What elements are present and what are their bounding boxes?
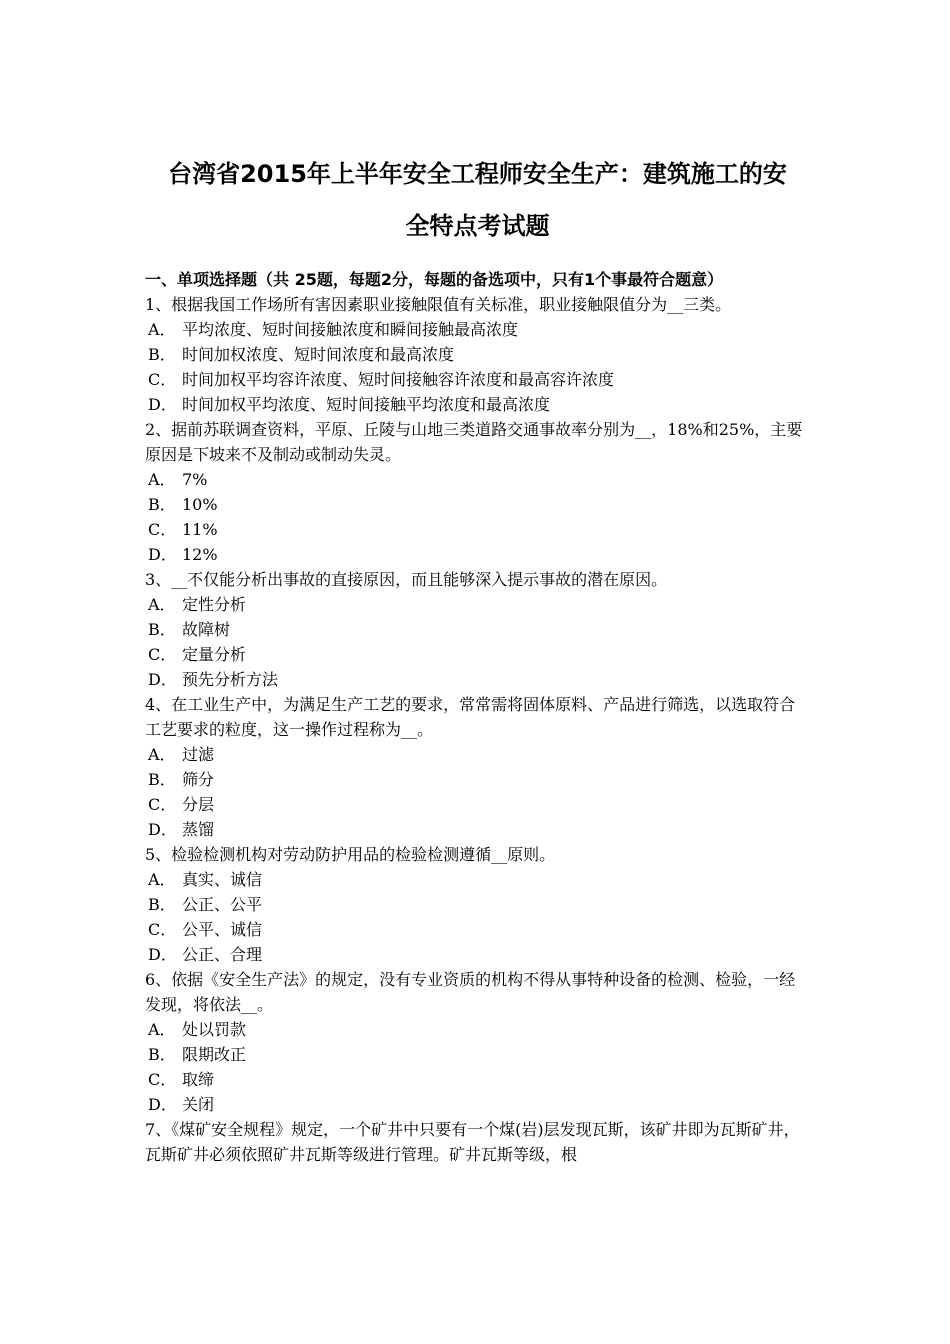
question-5-option-d: D． 公正、合理 xyxy=(148,945,263,964)
question-3-option-c: C． 定量分析 xyxy=(148,645,247,664)
question-6-option-b: B． 限期改正 xyxy=(148,1045,247,1064)
question-4-option-d: D． 蒸馏 xyxy=(148,820,215,839)
question-6-option-c: C． 取缔 xyxy=(148,1070,215,1089)
question-3: 3、__不仅能分析出事故的直接原因，而且能够深入提示事故的潜在原因。 xyxy=(145,570,668,589)
question-4: 4、在工业生产中，为满足生产工艺的要求，常常需将固体原料、产品进行筛选，以选取符合工艺要求的粒度，这一操作过程称为__。 xyxy=(145,695,796,739)
question-2-option-d: D． 12% xyxy=(148,545,218,564)
document-title xyxy=(145,148,810,252)
question-3-option-d: D． 预先分析方法 xyxy=(148,670,279,689)
question-3-option-a: A． 定性分析 xyxy=(148,595,247,614)
section-heading: 一、单项选择题（共 25题，每题2分，每题的备选项中，只有1个事最符合题意） xyxy=(145,270,724,289)
question-2-option-a: A． 7% xyxy=(148,470,208,489)
question-2-option-b: B． 10% xyxy=(148,495,218,514)
question-2: 2、据前苏联调查资料，平原、丘陵与山地三类道路交通事故率分别为__，18%和25%，主要原因是下坡来不及制动或制动失灵。 xyxy=(145,420,803,464)
question-list xyxy=(145,292,810,1167)
question-5-option-b: B． 公正、公平 xyxy=(148,895,263,914)
question-4-option-b: B． 筛分 xyxy=(148,770,215,789)
question-4-option-c: C． 分层 xyxy=(148,795,215,814)
question-1-option-b: B． 时间加权浓度、短时间浓度和最高浓度 xyxy=(148,345,455,364)
question-4-option-a: A． 过滤 xyxy=(148,745,215,764)
question-6-option-a: A． 处以罚款 xyxy=(148,1020,247,1039)
question-5: 5、检验检测机构对劳动防护用品的检验检测遵循__原则。 xyxy=(145,845,556,864)
question-6: 6、依据《安全生产法》的规定，没有专业资质的机构不得从事特种设备的检测、检验，一经发现，将依法__。 xyxy=(145,970,796,1014)
question-1: 1、根据我国工作场所有害因素职业接触限值有关标准，职业接触限值分为__三类。 xyxy=(145,295,732,314)
question-1-option-a: A． 平均浓度、短时间接触浓度和瞬间接触最高浓度 xyxy=(148,320,519,339)
question-7: 7、《煤矿安全规程》规定，一个矿井中只要有一个煤(岩)层发现瓦斯，该矿井即为瓦斯矿井，瓦斯矿井必须依照矿井瓦斯等级进行管理。矿井瓦斯等级，根 xyxy=(145,1120,800,1164)
document-title-line-2: 全特点考试题 xyxy=(405,212,550,240)
question-2-option-c: C． 11% xyxy=(148,520,218,539)
question-1-option-c: C． 时间加权平均容许浓度、短时间接触容许浓度和最高容许浓度 xyxy=(148,370,615,389)
question-5-option-c: C． 公平、诚信 xyxy=(148,920,263,939)
question-3-option-b: B． 故障树 xyxy=(148,620,231,639)
question-5-option-a: A． 真实、诚信 xyxy=(148,870,263,889)
document-title-line-1: 台湾省2015年上半年安全工程师安全生产：建筑施工的安 xyxy=(168,160,787,188)
question-1-option-d: D． 时间加权平均浓度、短时间接触平均浓度和最高浓度 xyxy=(148,395,551,414)
document-page xyxy=(145,148,810,1167)
question-6-option-d: D． 关闭 xyxy=(148,1095,215,1114)
